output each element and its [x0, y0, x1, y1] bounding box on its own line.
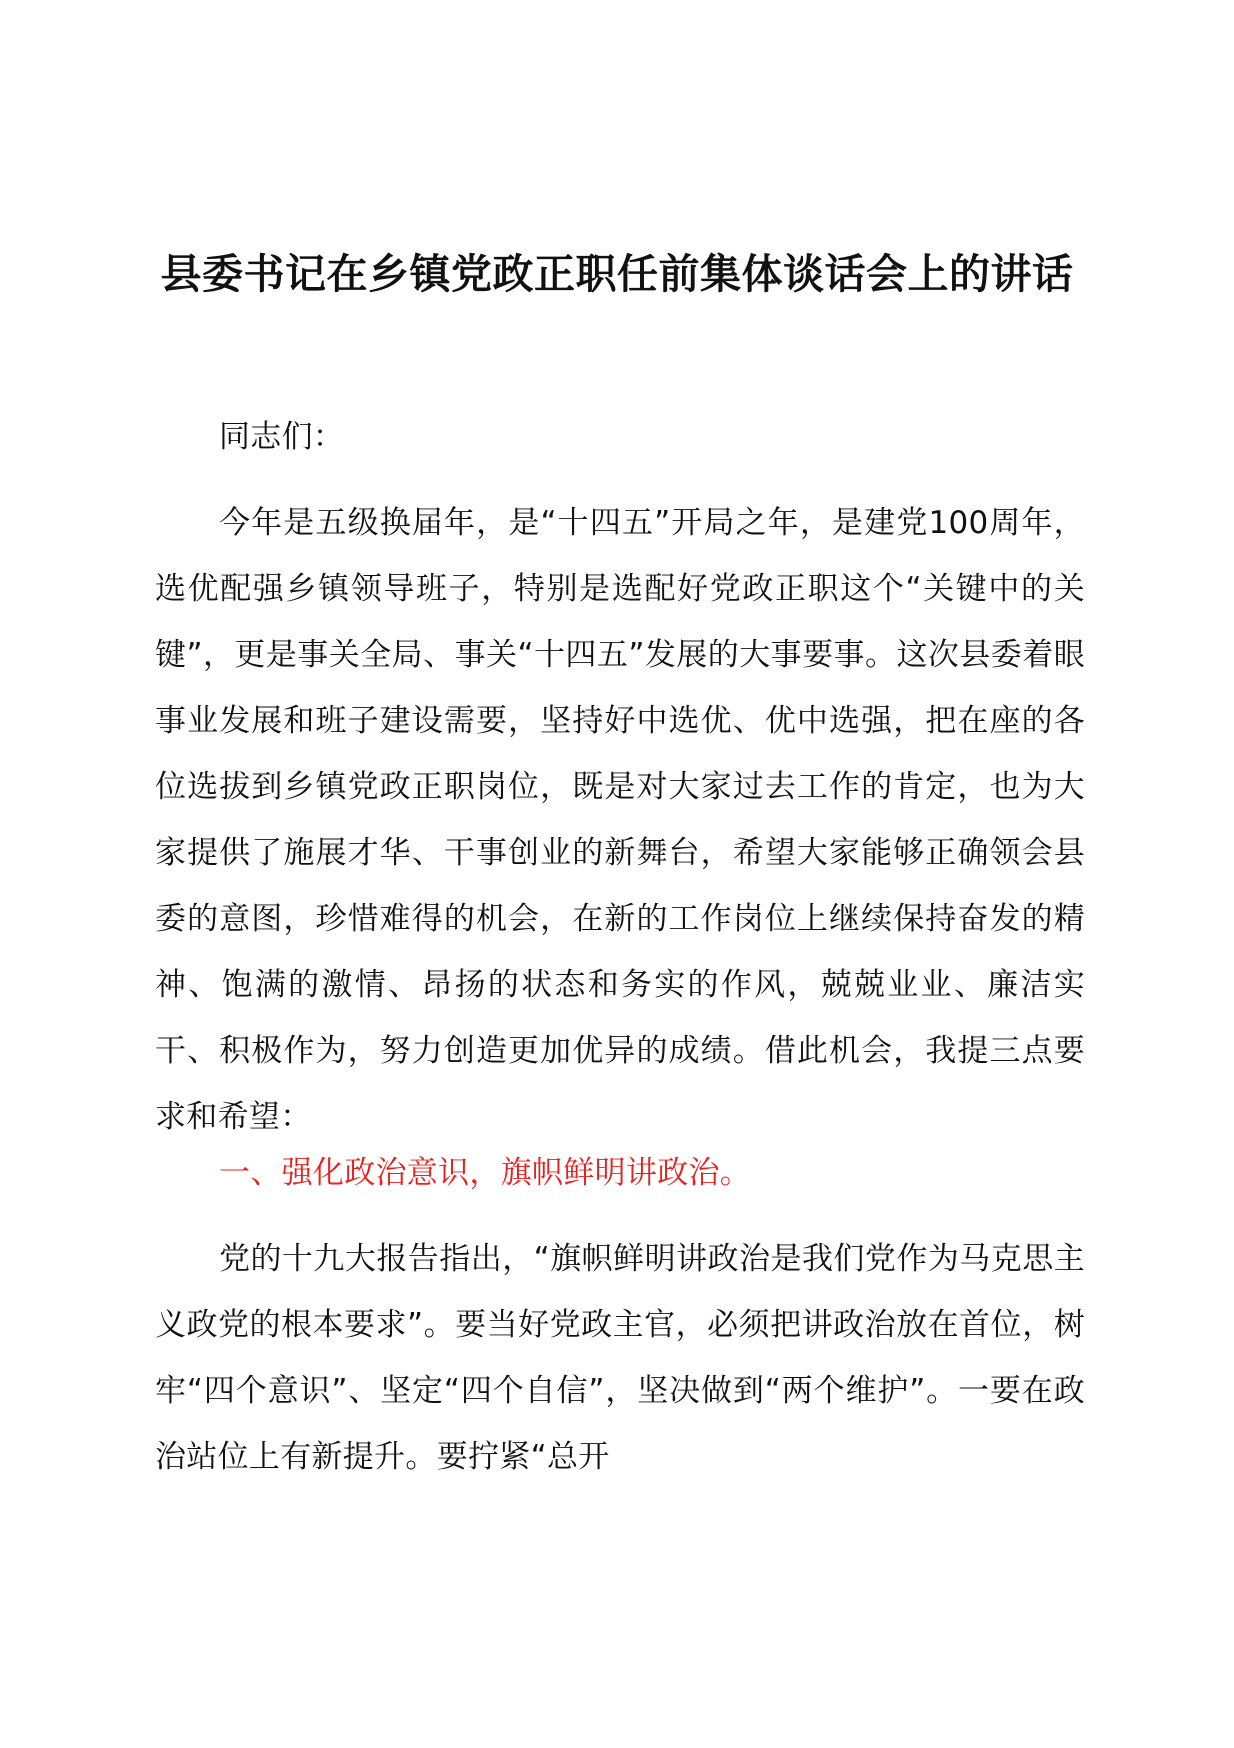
paragraph-intro: 今年是五级换届年，是“十四五”开局之年，是建党100周年，选优配强乡镇领导班子，特别是选配好党政正职这个“关键中的关键”，更是事关全局、事关“十四五”发展的大事要事。这次县委着眼事业发展和班子建设需要，坚持好中选优、优中选强，把在座的各位选拔到乡镇党政正职岗位，既是对大家过去工作的肯定，也为大家提供了施展才华、干事创业的新舞台，希望大家能够正确领会县委的意图，珍惜难得的机会，在新的工作岗位上继续保持奋发的精神、饱满的激情、昂扬的状态和务实的作风，兢兢业业、廉洁实干、积极作为，努力创造更加优异的成绩。借此机会，我提三点要求和希望： [155, 505, 1085, 1135]
document-title: 县委书记在乡镇党政正职任前集体谈话会上的讲话 [160, 250, 1074, 298]
section-heading: 一、强化政治意识，旗帜鲜明讲政治。 [219, 1155, 752, 1191]
salutation: 同志们： [219, 419, 345, 455]
paragraph-politics: 党的十九大报告指出，“旗帜鲜明讲政治是我们党作为马克思主义政党的根本要求”。要当好党政主官，必须把讲政治放在首位，树牢“四个意识”、坚定“四个自信”，坚决做到“两个维护”。一要在政治站位上有新提升。要拧紧“总开 [155, 1241, 1085, 1475]
